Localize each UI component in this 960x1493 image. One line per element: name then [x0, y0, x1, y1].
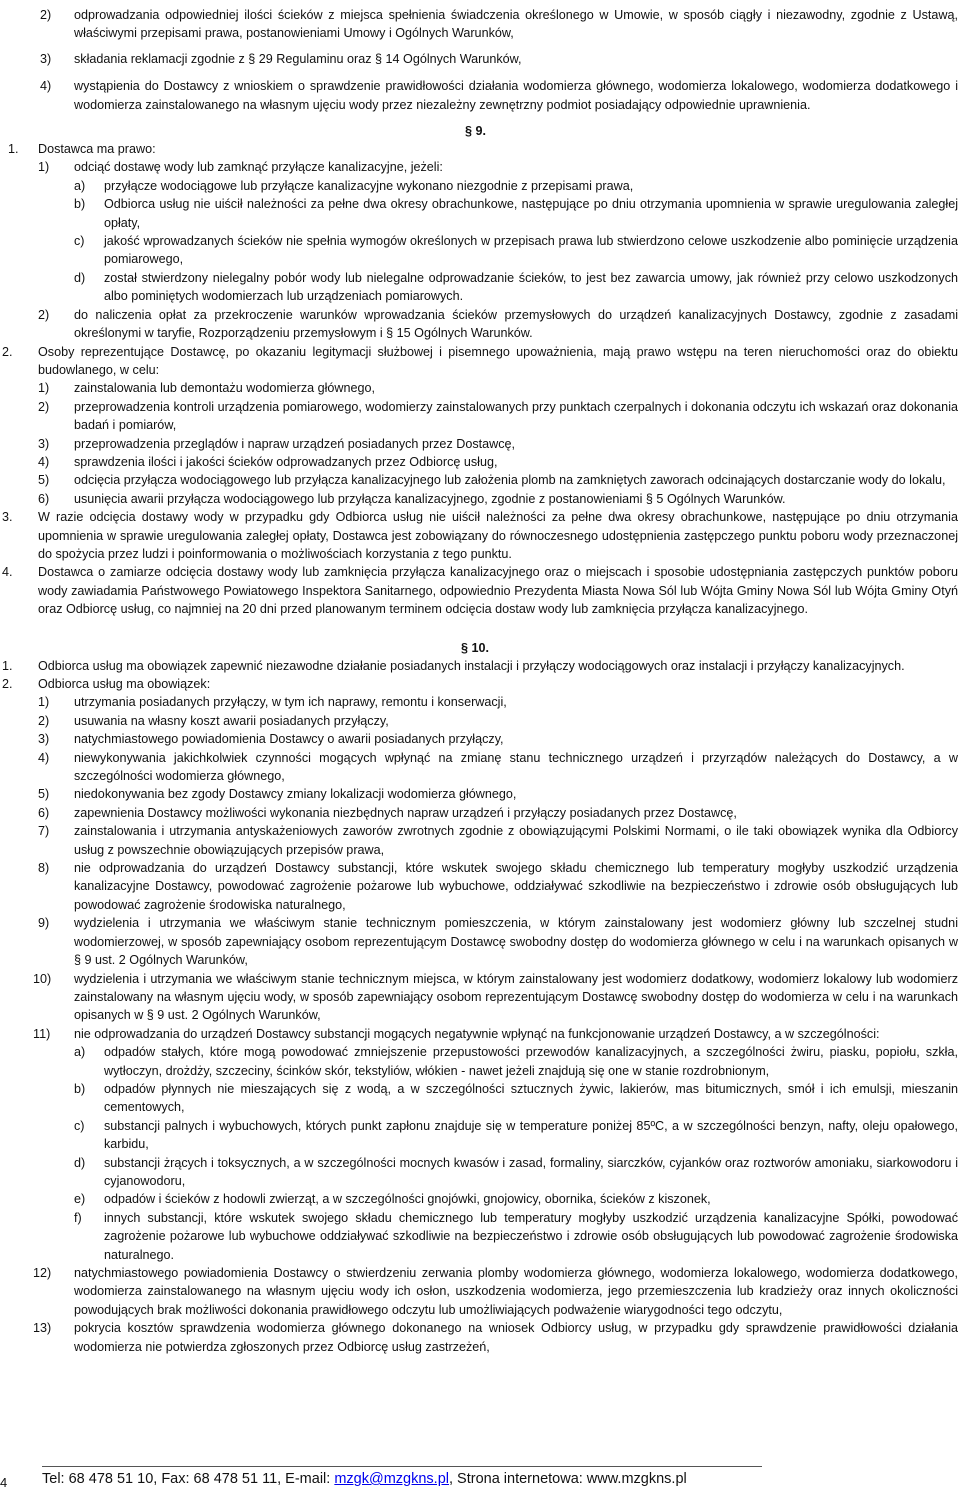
- list-item-text: składania reklamacji zgodnie z § 29 Regulaminu oraz § 14 Ogólnych Warunków,: [74, 51, 522, 66]
- paragraph-number: 2.: [2, 344, 13, 359]
- section-10: [0, 657, 960, 1356]
- list-item-text: natychmiastowego powiadomienia Dostawcy o awarii posiadanych przyłączy,: [74, 732, 504, 747]
- list-number: 3): [38, 436, 50, 451]
- sub-item-text: innych substancji, które wskutek swojego składu chemicznego lub temperatury mogłyby uszkodzić urządzenia kanalizacyjne Spółki, powodować zagrożenie pożarowe lub wybuchowe oddziaływać szkodliwie na bezpieczeństwo i zdrowie osób obsługujących lub powodować zagrożenie środowiska naturalnego.: [104, 1210, 958, 1262]
- paragraph-text: Dostawca o zamiarze odcięcia dostawy wody lub zamknięcia przyłącza kanalizacyjnego oraz o miejscach i sposobie udostępniania zastępczych punktów poboru wody zawiadamia Państwowego Powiatowego Inspektora Sanitarnego, odpowiednio Prezydenta Miasta Nowa Sól lub Wójta Gminy Nowa Sól lub Wójta Gminy Otyń oraz Odbiorcę usług, co najmniej na 20 dni przed planowanym terminem odcięcia dostaw wody lub zamknięcia przyłącza kanalizacyjnego.: [38, 565, 958, 617]
- sub-letter: b): [74, 197, 86, 212]
- list-item-text: odcięcia przyłącza wodociągowego lub przyłącza kanalizacyjnego lub założenia plomb na zamkniętych zaworach odcinających dostarczanie wody do lokalu,: [74, 473, 946, 488]
- paragraph-text: W razie odcięcia dostawy wody w przypadku gdy Odbiorca usług nie uiścił należności za pełne dwa okresy obrachunkowe, następujące po dniu otrzymania upomnienia w sprawie uregulowania zaległej opłaty, Dostawca jest zobowiązany do równoczesnego udostępnienia zastępczego punktu poboru wody przeznaczonej do spożycia przez ludzi i poinformowania o możliwościach korzystania z tego punktu.: [38, 510, 958, 561]
- list-number: 6): [38, 491, 50, 506]
- sub-item-text: substancji palnych i wybuchowych, których punkt zapłonu znajduje się w temperature poniżej 85ºC, a w szczególności benzyn, nafty, oleju opałowego, karbidu,: [104, 1118, 958, 1152]
- paragraph-text: Osoby reprezentujące Dostawcę, po okazaniu legitymacji służbowej i pisemnego upoważnienia, mają prawo wstępu na teren nieruchomości oraz do obiektu budowlanego, w celu:: [38, 344, 958, 377]
- list-number: 4): [38, 454, 50, 469]
- list-item-text: odciąć dostawę wody lub zamknąć przyłącze kanalizacyjne, jeżeli:: [74, 160, 443, 175]
- footer-divider: [42, 1466, 762, 1467]
- list-item-text: przeprowadzenia kontroli urządzenia pomiarowego, wodomierzy zainstalowanych przy punktach czerpalnych i dokonania odczytu ich wskazań oraz dokonania badań i pomiarów,: [74, 399, 958, 433]
- list-number: 3): [40, 51, 52, 66]
- email-link[interactable]: mzgk@mzgkns.pl: [334, 1471, 449, 1487]
- paragraph-number: 1.: [2, 658, 13, 673]
- list-number: 12): [33, 1266, 52, 1280]
- list-item-text: wydzielenia i utrzymania we właściwym stanie technicznym pomieszczenia, w którym zainstalowany jest wodomierz główny lub szczelnej studni wodomierzowej, w sposób zapewniający osobom reprezentującym Dostawcę swobodny dostęp do wodomierza głównego w celu i na warunkach opisanych w § 9 ust. 2 Ogólnych Warunków,: [74, 916, 958, 968]
- list-number: 13): [33, 1321, 52, 1336]
- list-item-text: zainstalowania i utrzymania antyskażeniowych zaworów zwrotnych zgodnie z obowiązującymi Polskimi Normami, o ile taki obowiązek wynika dla Odbiorcy usług z powszechnie obowiązujących przepisów prawa,: [74, 824, 958, 857]
- sub-letter: b): [74, 1081, 86, 1096]
- list-number: 4): [38, 750, 50, 765]
- list-number: 7): [38, 824, 50, 839]
- sub-letter: f): [74, 1210, 82, 1225]
- sub-item-text: Odbiorca usług nie uiścił należności za pełne dwa okresy obrachunkowe, następujące po dniu otrzymania upomnienia w sprawie uregulowania zaległej opłaty,: [104, 197, 958, 230]
- list-item-text: niewykonywania jakichkolwiek czynności mogących wpłynąć na zmianę stanu technicznego urządzeń i przyrządów należących do Dostawcy, a w szczególności wodomierza głównego,: [74, 750, 958, 784]
- sub-item-text: odpadów i ścieków z hodowli zwierząt, a w szczególności gnojówki, gnojowicy, obornika, ścieków z kiszonek,: [104, 1192, 711, 1207]
- list-number: 5): [38, 787, 50, 802]
- sub-letter: a): [74, 1045, 86, 1060]
- section-title: § 9.: [465, 124, 487, 139]
- list-number: 3): [38, 732, 50, 747]
- section-heading-9: [0, 122, 960, 140]
- sub-letter: d): [74, 270, 86, 285]
- list-item-text: zapewnienia Dostawcy możliwości wykonania niezbędnych napraw urządzeń i przyłączy posiadanych przez Dostawcę,: [74, 805, 737, 820]
- list-item-text: nie odprowadzania do urządzeń Dostawcy substancji, które wskutek swojego składu chemicznego lub temperatury mogłyby uszkodzić urządzenia kanalizacyjne Dostawcy, powodować zagrożenie pożarowe lub wybuchowe, oddziaływać szkodliwie na bezpieczeństwo i zdrowie osób obsługujących lub powodować zagrożenie środowiska naturalnego,: [74, 861, 958, 912]
- list-number: 2): [38, 713, 50, 728]
- page-footer: [0, 1466, 960, 1490]
- list-number: 2): [38, 399, 50, 414]
- list-item-text: wystąpienia do Dostawcy z wnioskiem o sprawdzenie prawidłowości działania wodomierza głównego, wodomierza lokalowego, wodomierza dodatkowego i wodomierza zainstalowanego na własnym ujęciu wody przez niezależny zewnętrzny podmiot posiadający odpowiednie uprawnienia.: [74, 79, 958, 112]
- page-number: 4: [0, 1475, 8, 1490]
- list-item-text: niedokonywania bez zgody Dostawcy zmiany lokalizacji wodomierza głównego,: [74, 787, 517, 802]
- sub-letter: e): [74, 1192, 86, 1207]
- list-item-text: usunięcia awarii przyłącza wodociągowego lub przyłącza kanalizacyjnego, zgodnie z postanowieniami § 5 Ogólnych Warunków.: [74, 491, 786, 506]
- list-item-text: usuwania na własny koszt awarii posiadanych przyłączy,: [74, 713, 389, 728]
- paragraph-text: Dostawca ma prawo:: [38, 142, 156, 157]
- sub-letter: c): [74, 1118, 85, 1133]
- list-item-text: nie odprowadzania do urządzeń Dostawcy substancji mogących negatywnie wpłynąć na funkcjonowanie urządzeń Dostawcy, a w szczególności:: [74, 1026, 880, 1041]
- paragraph-text: Odbiorca usług ma obowiązek:: [38, 677, 211, 691]
- sub-letter: c): [74, 234, 85, 249]
- footer-contact-prefix: Tel: 68 478 51 10, Fax: 68 478 51 11, E-mail:: [42, 1471, 335, 1487]
- paragraph-text: Odbiorca usług ma obowiązek zapewnić niezawodne działanie posiadanych instalacji i przyłączy wodociągowych oraz instalacji i przyłączy kanalizacyjnych.: [38, 658, 905, 673]
- sub-letter: a): [74, 178, 86, 193]
- footer-contact-suffix: , Strona internetowa: www.mzgkns.pl: [448, 1471, 687, 1487]
- paragraph-number: 2.: [2, 677, 13, 691]
- list-number: 4): [40, 79, 52, 94]
- sub-item-text: odpadów stałych, które mogą powodować zmniejszenie przepustowości przewodów kanalizacyjnych, a szczególności żwiru, piasku, popiołu, szkła, wytłoczyn, drożdży, szczeciny, ścinków skór, tekstyliów, włókien - nawet jeżeli znajdują się one w stanie rozdrobnionym,: [104, 1045, 958, 1078]
- list-number: 8): [38, 861, 50, 876]
- list-item-text: odprowadzania odpowiedniej ilości ścieków z miejsca spełnienia świadczenia określonego w Umowie, w sposób ciągły i niezawodny, zgodnie z Ustawą, właściwymi przepisami prawa, postanowieniami Umowy i Ogólnych Warunków,: [74, 8, 958, 41]
- list-item-text: przeprowadzenia przeglądów i napraw urządzeń posiadanych przez Dostawcę,: [74, 436, 516, 451]
- section-heading-10: [0, 639, 960, 657]
- footer-contact: [42, 1470, 687, 1488]
- section-9: [0, 140, 960, 619]
- top-list: [0, 6, 960, 114]
- list-number: 11): [33, 1026, 51, 1041]
- paragraph-number: 1.: [8, 142, 19, 157]
- list-number: 2): [40, 8, 52, 22]
- sub-item-text: został stwierdzony nielegalny pobór wody lub nielegalne odprowadzanie ścieków, to jest bez zawarcia umowy, jak również przy celowo uszkodzonych albo pominiętych wodomierzach lub urządzeniach pomiarowych.: [104, 270, 958, 304]
- list-number: 10): [33, 971, 52, 986]
- list-number: 1): [38, 381, 50, 396]
- list-item-text: utrzymania posiadanych przyłączy, w tym ich naprawy, remontu i konserwacji,: [74, 695, 507, 710]
- list-number: 2): [38, 307, 50, 322]
- sub-item-text: przyłącze wodociągowe lub przyłącze kanalizacyjne wykonano niezgodnie z przepisami prawa,: [104, 178, 634, 193]
- section-title: § 10.: [461, 640, 490, 655]
- paragraph-number: 3.: [2, 510, 13, 525]
- list-number: 1): [38, 695, 50, 710]
- list-number: 6): [38, 805, 50, 820]
- list-number: 1): [38, 160, 50, 175]
- list-number: 9): [38, 916, 50, 931]
- list-item-text: do naliczenia opłat za przekroczenie warunków wprowadzania ścieków przemysłowych do urządzeń kanalizacyjnych Dostawcy, zgodnie z zasadami określonymi w taryfie, Rozporządzeniu przemysłowym i § 15 Ogólnych Warunków.: [74, 307, 958, 341]
- list-item-text: natychmiastowego powiadomienia Dostawcy o stwierdzeniu zerwania plomby wodomierza głównego, wodomierza lokalowego, wodomierza dodatkowego, wodomierza zainstalowanego na własnym ujęciu wody ich osłon, uszkodzenia wodomierza, jego przemieszczenia lub kradzieży oraz innych okoliczności powodujących brak możliwości dokonania prawidłowego odczytu lub umożliwiających podważenie wiarygodności tego odczytu,: [74, 1266, 958, 1317]
- list-item-text: pokrycia kosztów sprawdzenia wodomierza głównego dokonanego na wniosek Odbiorcy usług, w przypadku gdy sprawdzenie prawidłowości działania wodomierza nie potwierdza zgłoszonych przez Odbiorcę usług zastrzeżeń,: [74, 1321, 958, 1354]
- list-item-text: wydzielenia i utrzymania we właściwym stanie technicznym miejsca, w którym zainstalowany jest wodomierz dodatkowy, wodomierz lokalowy lub wodomierz zainstalowany na własnym ujęciu wody, w sposób zapewniający osobom reprezentującym Dostawcę swobodny dostęp do wodomierza w celu i na warunkach opisanych w § 9 ust. 2 Ogólnych Warunków,: [74, 971, 958, 1023]
- list-number: 5): [38, 473, 50, 488]
- sub-item-text: odpadów płynnych nie mieszających się z wodą, a w szczególności sztucznych żywic, lakierów, mas bitumicznych, smół i ich emulsji, mieszanin cementowych,: [104, 1081, 958, 1115]
- list-item-text: sprawdzenia ilości i jakości ścieków odprowadzanych przez Odbiorcę usług,: [74, 454, 498, 469]
- list-item-text: zainstalowania lub demontażu wodomierza głównego,: [74, 381, 376, 396]
- paragraph-number: 4.: [2, 565, 13, 580]
- sub-item-text: jakość wprowadzanych ścieków nie spełnia wymogów określonych w przepisach prawa lub stwierdzono celowe uszkodzenie albo pominięcie urządzenia pomiarowego,: [104, 234, 958, 267]
- sub-item-text: substancji żrących i toksycznych, a w szczególności mocnych kwasów i zasad, formaliny, siarczków, cyjanków oraz roztworów amoniaku, siarkowodoru i cyjanowodoru,: [104, 1155, 958, 1188]
- sub-letter: d): [74, 1155, 86, 1170]
